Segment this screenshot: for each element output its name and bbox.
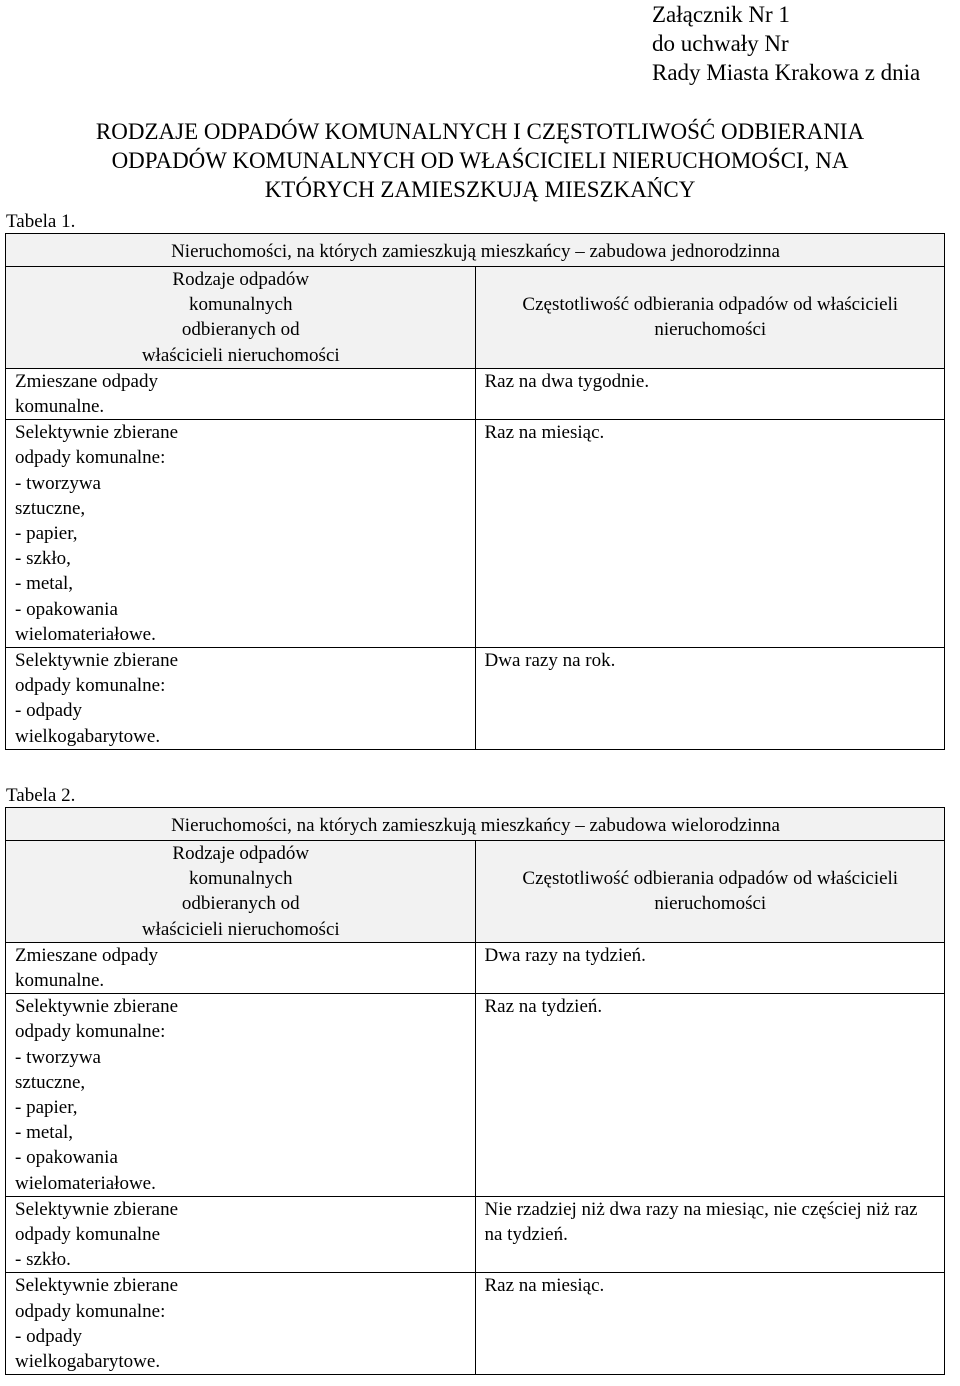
header-text: Rodzaje odpadów — [172, 269, 310, 290]
column-header-frequency: Częstotliwość odbierania odpadów od właścicieli nieruchomości — [475, 267, 945, 369]
cell-text: komunalne. — [15, 396, 105, 418]
table-banner: Nieruchomości, na których zamieszkują mieszkańcy – zabudowa jednorodzinna — [6, 234, 945, 267]
cell-text: - papier, — [15, 1097, 78, 1119]
header-text: właścicieli nieruchomości — [141, 344, 340, 366]
cell-text: Selektywnie zbierane — [15, 996, 179, 1018]
waste-cell — [6, 942, 476, 993]
frequency-cell: Raz na miesiąc. — [475, 420, 945, 648]
table-banner-row — [6, 808, 945, 841]
cell-text: odpady komunalne: — [15, 675, 166, 697]
cell-text: Zmieszane odpady — [15, 944, 158, 966]
table-row — [6, 1196, 945, 1273]
cell-text: - opakowania — [15, 1147, 118, 1169]
column-header-frequency: Częstotliwość odbierania odpadów od właścicieli nieruchomości — [475, 841, 945, 943]
cell-text: Selektywnie zbierane — [15, 1275, 179, 1297]
cell-text: - odpady — [15, 700, 83, 722]
waste-cell — [6, 1273, 476, 1375]
header-text: właścicieli nieruchomości — [141, 918, 340, 940]
cell-text: wielomateriałowe. — [15, 1172, 156, 1194]
column-header-waste-type — [6, 841, 476, 943]
cell-text: - metal, — [15, 573, 74, 595]
table-multi-family — [5, 807, 945, 1375]
table-row — [6, 942, 945, 993]
cell-text: sztuczne, — [15, 497, 86, 519]
attachment-header — [652, 0, 920, 87]
table-row — [6, 1273, 945, 1375]
table-row — [6, 994, 945, 1197]
table1-label: Tabela 1. — [6, 211, 76, 232]
cell-text: - szkło, — [15, 548, 71, 570]
document-title — [0, 117, 960, 204]
cell-text: Selektywnie zbierane — [15, 1198, 179, 1220]
cell-text: Zmieszane odpady — [15, 370, 158, 392]
header-text: odbieranych od — [181, 893, 300, 915]
cell-text: - papier, — [15, 523, 78, 545]
header-line: Załącznik Nr 1 — [652, 2, 790, 27]
frequency-cell: Dwa razy na rok. — [475, 648, 945, 750]
waste-cell — [6, 648, 476, 750]
table-row — [6, 368, 945, 419]
cell-text: Selektywnie zbierane — [15, 650, 179, 672]
waste-cell — [6, 420, 476, 648]
cell-text: - odpady — [15, 1325, 83, 1347]
cell-text: odpady komunalne: — [15, 447, 166, 469]
cell-text: wielkogabarytowe. — [15, 725, 161, 747]
cell-text: - opakowania — [15, 598, 118, 620]
frequency-cell: Raz na miesiąc. — [475, 1273, 945, 1375]
table-header-row — [6, 841, 945, 943]
cell-text: odpady komunalne — [15, 1224, 161, 1246]
frequency-cell: Raz na dwa tygodnie. — [475, 368, 945, 419]
cell-text: - metal, — [15, 1122, 74, 1144]
header-text: komunalnych — [189, 294, 293, 316]
cell-text: - tworzywa — [15, 472, 101, 494]
column-header-waste-type — [6, 267, 476, 369]
table-row — [6, 648, 945, 750]
table-header-row — [6, 267, 945, 369]
table-single-family — [5, 233, 945, 750]
cell-text: - szkło. — [15, 1249, 71, 1271]
cell-text: - tworzywa — [15, 1046, 101, 1068]
table-banner-row — [6, 234, 945, 267]
cell-text: wielomateriałowe. — [15, 623, 156, 645]
table-row — [6, 420, 945, 648]
header-text: Rodzaje odpadów — [172, 843, 310, 864]
table2-label: Tabela 2. — [6, 785, 76, 806]
title-line: RODZAJE ODPADÓW KOMUNALNYCH I CZĘSTOTLIWOŚĆ ODBIERANIA — [95, 119, 865, 144]
cell-text: odpady komunalne: — [15, 1021, 166, 1043]
cell-text: sztuczne, — [15, 1071, 86, 1093]
header-text: komunalnych — [189, 868, 293, 890]
waste-cell — [6, 994, 476, 1197]
frequency-cell: Dwa razy na tydzień. — [475, 942, 945, 993]
frequency-cell: Raz na tydzień. — [475, 994, 945, 1197]
cell-text: komunalne. — [15, 970, 105, 992]
frequency-cell: Nie rzadziej niż dwa razy na miesiąc, nie częściej niż raz na tydzień. — [475, 1196, 945, 1273]
header-line: Rady Miasta Krakowa z dnia — [652, 60, 921, 85]
cell-text: odpady komunalne: — [15, 1300, 166, 1322]
title-line: ODPADÓW KOMUNALNYCH OD WŁAŚCICIELI NIERUCHOMOŚCI, NA — [111, 148, 849, 173]
table-banner: Nieruchomości, na których zamieszkują mieszkańcy – zabudowa wielorodzinna — [6, 808, 945, 841]
header-text: odbieranych od — [181, 319, 300, 341]
cell-text: Selektywnie zbierane — [15, 422, 179, 444]
title-line: KTÓRYCH ZAMIESZKUJĄ MIESZKAŃCY — [264, 177, 696, 202]
waste-cell — [6, 1196, 476, 1273]
header-line: do uchwały Nr — [652, 31, 789, 56]
cell-text: wielkogabarytowe. — [15, 1351, 161, 1373]
waste-cell — [6, 368, 476, 419]
